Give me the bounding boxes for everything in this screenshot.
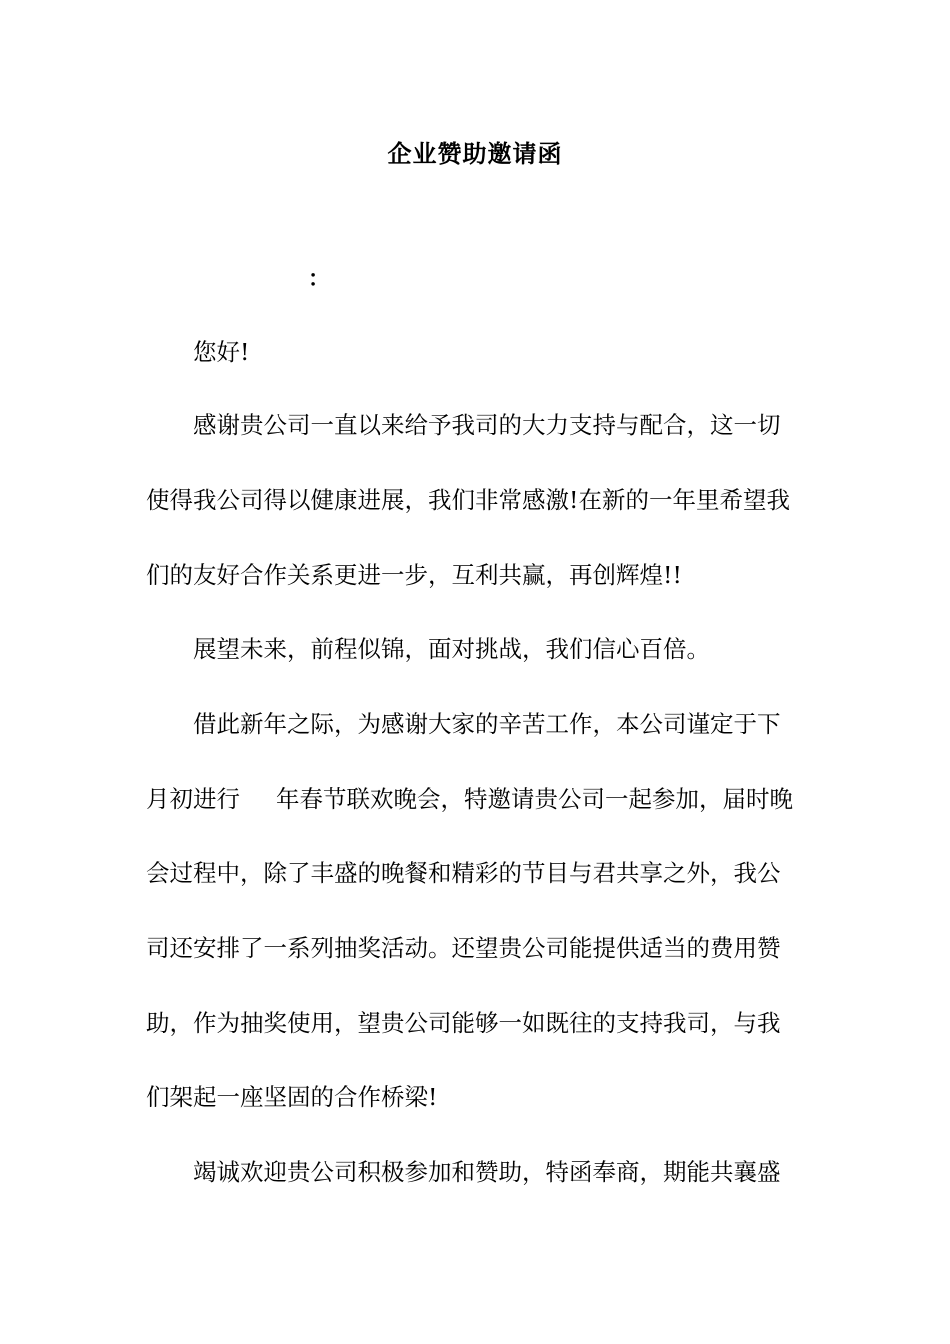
paragraph-1-line-1: 感谢贵公司一直以来给予我司的大力支持与配合，这一切	[193, 411, 781, 439]
paragraph-3-line-2	[146, 784, 793, 814]
greeting: 您好!	[193, 338, 250, 366]
document-title: 企业赞助邀请函	[387, 139, 563, 168]
paragraph-3-line-3: 会过程中，除了丰盛的晚餐和精彩的节目与君共享之外，我公	[146, 859, 781, 887]
paragraph-3-line-6: 们架起一座坚固的合作桥梁!	[146, 1083, 438, 1111]
paragraph-3-line-2-part-b: 年春节联欢晚会，特邀请贵公司一起参加，届时晚	[276, 785, 793, 813]
paragraph-3-line-2-part-a: 月初进行	[146, 785, 240, 813]
paragraph-2-line-1: 展望未来，前程似锦，面对挑战，我们信心百倍。	[193, 635, 710, 663]
paragraph-1-line-2: 使得我公司得以健康进展，我们非常感激!在新的一年里希望我	[146, 486, 790, 514]
paragraph-1-line-3: 们的友好合作关系更进一步，互利共赢，再创辉煌!!	[146, 561, 682, 589]
salutation-colon: ：	[308, 266, 331, 292]
paragraph-3-line-1: 借此新年之际，为感谢大家的辛苦工作，本公司谨定于下	[193, 710, 781, 738]
paragraph-3-line-5: 助，作为抽奖使用，望贵公司能够一如既往的支持我司，与我	[146, 1009, 781, 1037]
paragraph-4-line-1: 竭诚欢迎贵公司积极参加和赞助，特函奉商，期能共襄盛	[193, 1158, 781, 1186]
paragraph-3-line-4: 司还安排了一系列抽奖活动。还望贵公司能提供适当的费用赞	[146, 934, 781, 962]
